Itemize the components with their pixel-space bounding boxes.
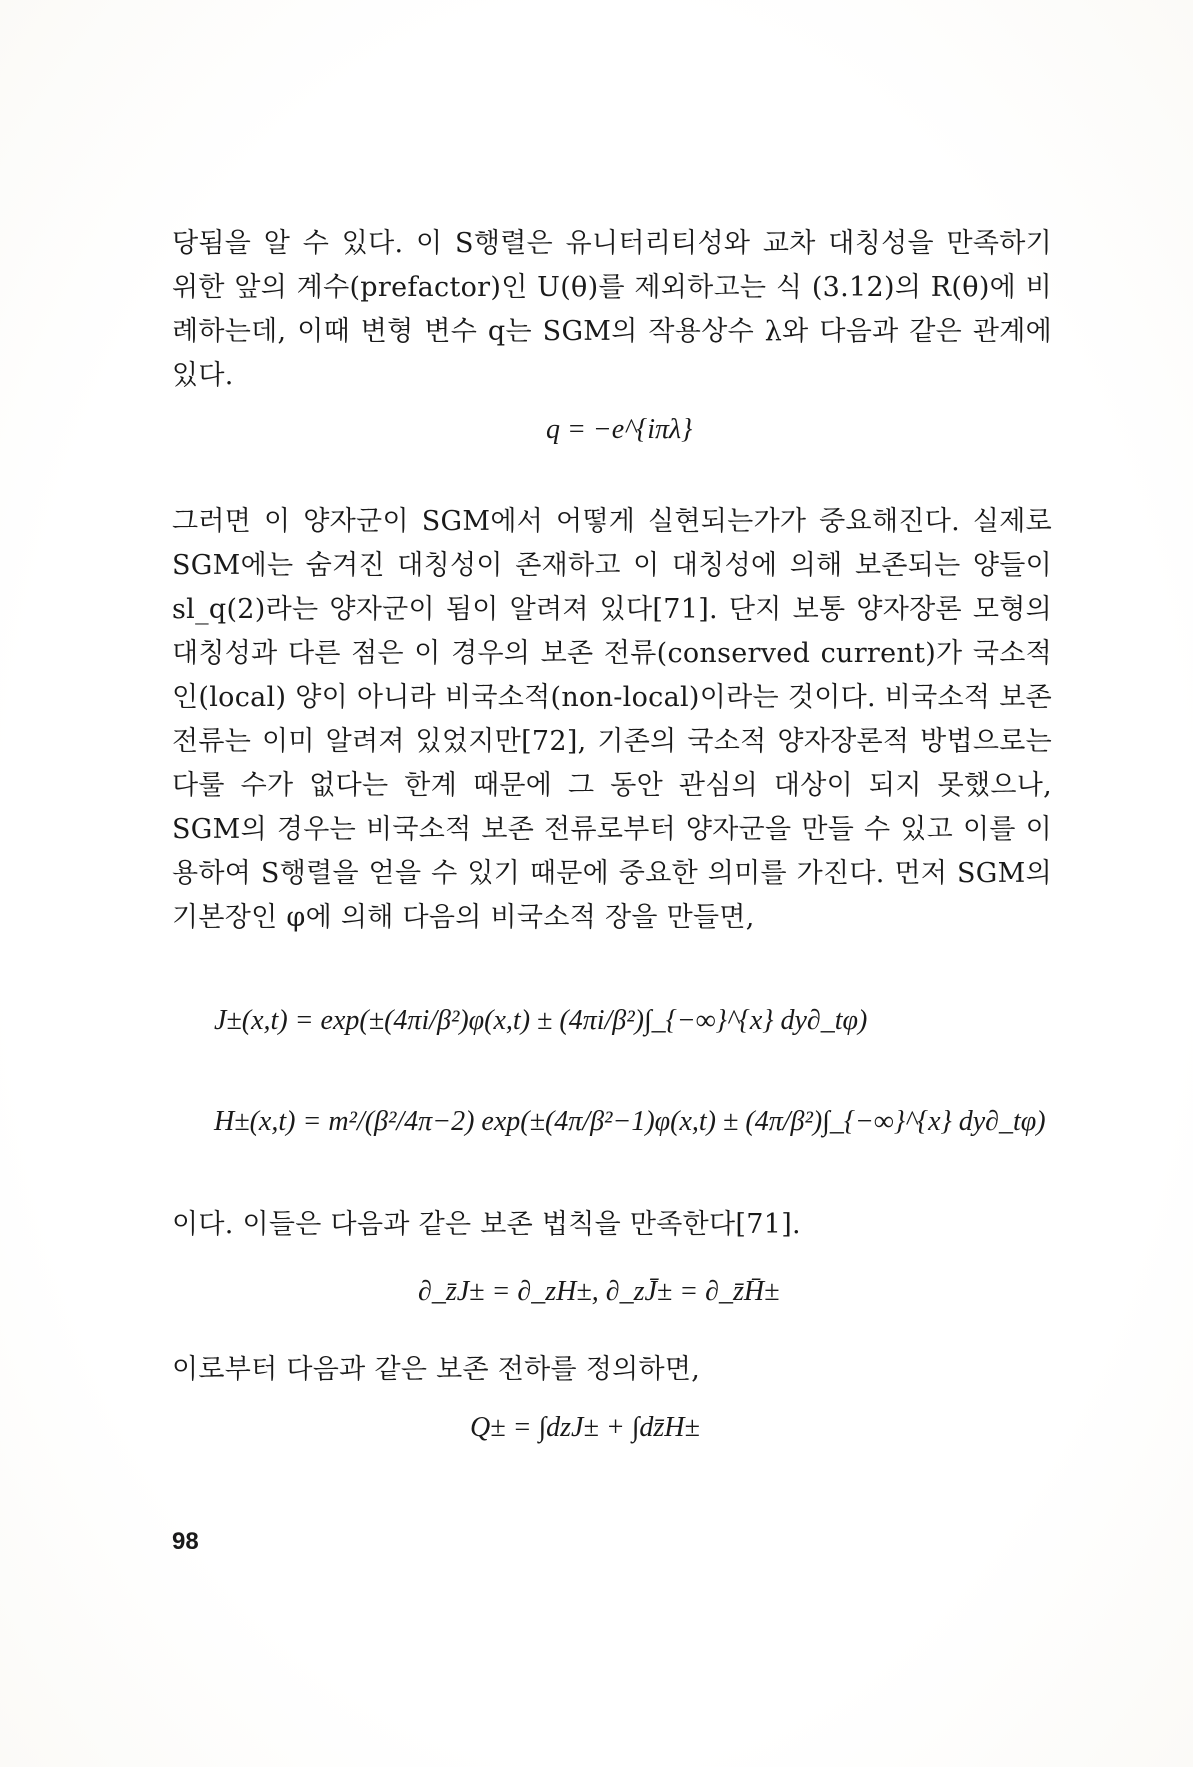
paragraph-1: 당됨을 알 수 있다. 이 S행렬은 유니터리티성와 교차 대칭성을 만족하기 위한 앞의 계수(prefactor)인 U(θ)를 제외하고는 식 (3.12)의 R(θ)에 비례하는데, 이때 변형 변수 q는 SGM의 작용상수 λ와 다음과 같은 관계에 있다. (172, 228, 1052, 391)
equation-J: J±(x,t) = exp(±(4πi/β²)φ(x,t) ± (4πi/β²)∫_{−∞}^{x} dy∂_tφ) (214, 1005, 868, 1036)
equation-H: H±(x,t) = m²/(β²/4π−2) exp(±(4π/β²−1)φ(x,t) ± (4π/β²)∫_{−∞}^{x} dy∂_tφ) (214, 1106, 1046, 1137)
paragraph-3: 이다. 이들은 다음과 같은 보존 법칙을 만족한다[71]. (172, 1209, 801, 1240)
equation-conservation: ∂_z̄J± = ∂_zH±, ∂_zJ̄± = ∂_z̄H̄± (418, 1276, 780, 1307)
paragraph-2: 그러면 이 양자군이 SGM에서 어떻게 실현되는가가 중요해진다. 실제로 SGM에는 숨겨진 대칭성이 존재하고 이 대칭성에 의해 보존되는 양들이 sl_q(2)라는 양자군이 됨이 알려져 있다[71]. 단지 보통 양자장론 모형의 대칭성과 다른 점은 이 경우의 보존 전류(conserved current)가 국소적인(local) 양이 아니라 비국소적(non-local)이라는 것이다. 비국소적 보존 전류는 이미 알려져 있었지만[72], 기존의 국소적 양자장론적 방법으로는 다룰 수가 없다는 한계 때문에 그 동안 관심의 대상이 되지 못했으나, SGM의 경우는 비국소적 보존 전류로부터 양자군을 만들 수 있고 이를 이용하여 S행렬을 얻을 수 있기 때문에 중요한 의미를 가진다. 먼저 SGM의 기본장인 φ에 의해 다음의 비국소적 장을 만들면, (172, 506, 1052, 933)
paragraph-4: 이로부터 다음과 같은 보존 전하를 정의하면, (172, 1354, 701, 1385)
equation-Q: Q± = ∫dzJ± + ∫dz̄H± (470, 1412, 700, 1443)
equation-q: q = −e^{iπλ} (546, 414, 693, 445)
page-number: 98 (172, 1528, 199, 1555)
